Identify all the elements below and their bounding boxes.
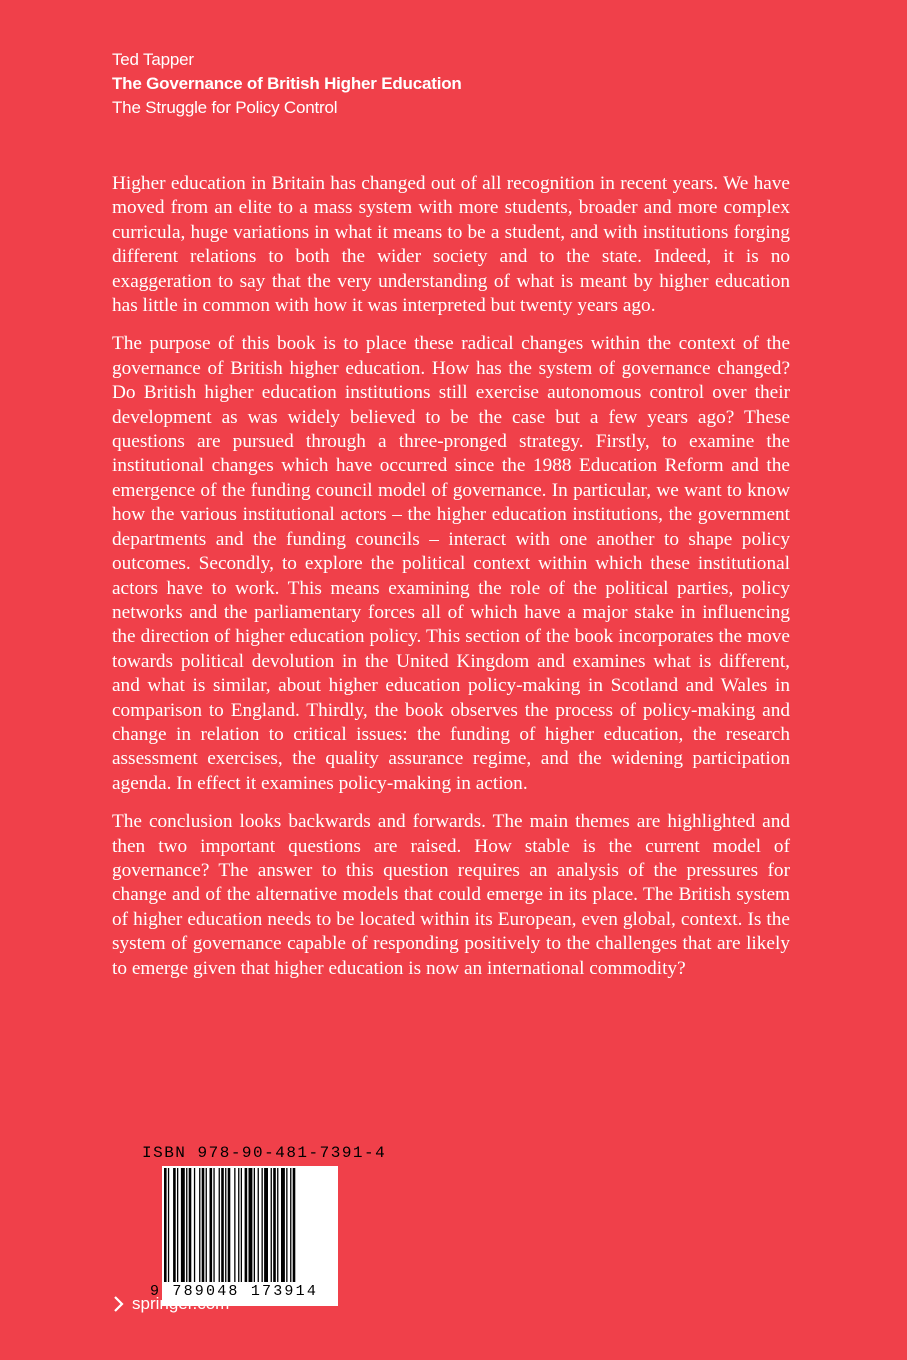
book-title: The Governance of British Higher Education <box>112 74 462 93</box>
blurb-text <box>112 172 790 995</box>
chevron-right-icon <box>112 1295 126 1313</box>
barcode-bar <box>234 1168 235 1282</box>
barcode-bar <box>213 1168 214 1282</box>
barcode-bar <box>249 1168 253 1282</box>
barcode-bar <box>181 1168 185 1282</box>
barcode-bar <box>225 1168 226 1282</box>
barcode-bar <box>254 1168 255 1282</box>
barcode-bar <box>221 1168 224 1282</box>
blurb-paragraph-2: The purpose of this book is to place these radical changes within the context of the governance of British higher education. How has the system of governance changed? Do British higher education institutions still exercise autonomous control over their development as was widely believed to be the case but a few years ago? These questions are pursued through a three-pronged strategy. Firstly, to examine the institutional changes which have occurred since the 1988 Education Reform and the emergence of the funding council model of governance. In particular, we want to know how the various institutional actors – the higher education institutions, the government departments and the funding councils – interact with one another to shape policy outcomes. Secondly, to explore the political context within which these institutional actors have to work. This means examining the role of the political parties, policy networks and the parliamentary forces all of which have a major stake in influencing the direction of higher education policy. This section of the book incorporates the move towards political devolution in the United Kingdom and examines what is different, and what is similar, about higher education policy-making in Scotland and Wales in comparison to England. Thirdly, the book observes the process of policy-making and change in relation to critical issues: the funding of higher education, the research assessment exercises, the quality assurance regime, and the widening participation agenda. In effect it examines policy-making in action. <box>112 333 790 794</box>
barcode-bar <box>219 1168 220 1282</box>
blurb-paragraph-3: The conclusion looks backwards and forwards. The main themes are highlighted and then two important questions are raised. How stable is the current model of governance? The answer to this question requires an analysis of the pressures for change and of the alternative models that could emerge in its place. The British system of higher education needs to be located within its European, even global, context. Is the system of governance capable of responding positively to the challenges that are likely to emerge given that higher education is now an international commodity? <box>112 811 790 979</box>
barcode-bar <box>286 1168 287 1282</box>
publisher-footer <box>112 1294 229 1314</box>
barcode-bar <box>262 1168 263 1282</box>
barcode-bar <box>164 1168 167 1282</box>
barcode-bar <box>271 1168 272 1282</box>
barcode-bar <box>245 1168 248 1282</box>
barcode-bar <box>186 1168 187 1282</box>
isbn-label: ISBN 978-90-481-7391-4 <box>142 1144 387 1162</box>
barcode-bar <box>194 1168 195 1282</box>
cover-header <box>112 48 462 120</box>
barcode-bar <box>293 1168 296 1282</box>
book-subtitle: The Struggle for Policy Control <box>112 98 338 117</box>
barcode-bar <box>202 1168 205 1282</box>
barcode-digits: 9 789048 173914 <box>150 1283 319 1300</box>
barcode-bar <box>264 1168 268 1282</box>
barcode-bar <box>228 1168 231 1282</box>
barcode-bar <box>273 1168 276 1282</box>
barcode-bar <box>173 1168 176 1282</box>
barcode-bar <box>281 1168 285 1282</box>
blurb-paragraph-1: Higher education in Britain has changed out of all recognition in recent years. We have moved from an elite to a mass system with more students, broader and more complex curricula, huge variations in what it means to be a student, and with institutions forging different relations to both the wider society and to the state. Indeed, it is no exaggeration to say that the very understanding of what is meant by higher education has little in common with how it was interpreted but twenty years ago. <box>112 173 790 317</box>
barcode-bar <box>206 1168 207 1282</box>
barcode-bar <box>241 1168 242 1282</box>
barcode-bar <box>210 1168 213 1282</box>
barcode-bar <box>258 1168 259 1282</box>
barcode-bar <box>277 1168 278 1282</box>
barcode-bars <box>162 1166 338 1284</box>
author-name: Ted Tapper <box>112 50 194 69</box>
barcode-bar <box>238 1168 239 1282</box>
barcode-bar <box>189 1168 192 1282</box>
barcode-bar <box>290 1168 291 1282</box>
barcode-bar <box>177 1168 178 1282</box>
barcode-bar <box>199 1168 200 1282</box>
publisher-website[interactable]: springer.com <box>132 1294 230 1313</box>
barcode-bar <box>168 1168 169 1282</box>
